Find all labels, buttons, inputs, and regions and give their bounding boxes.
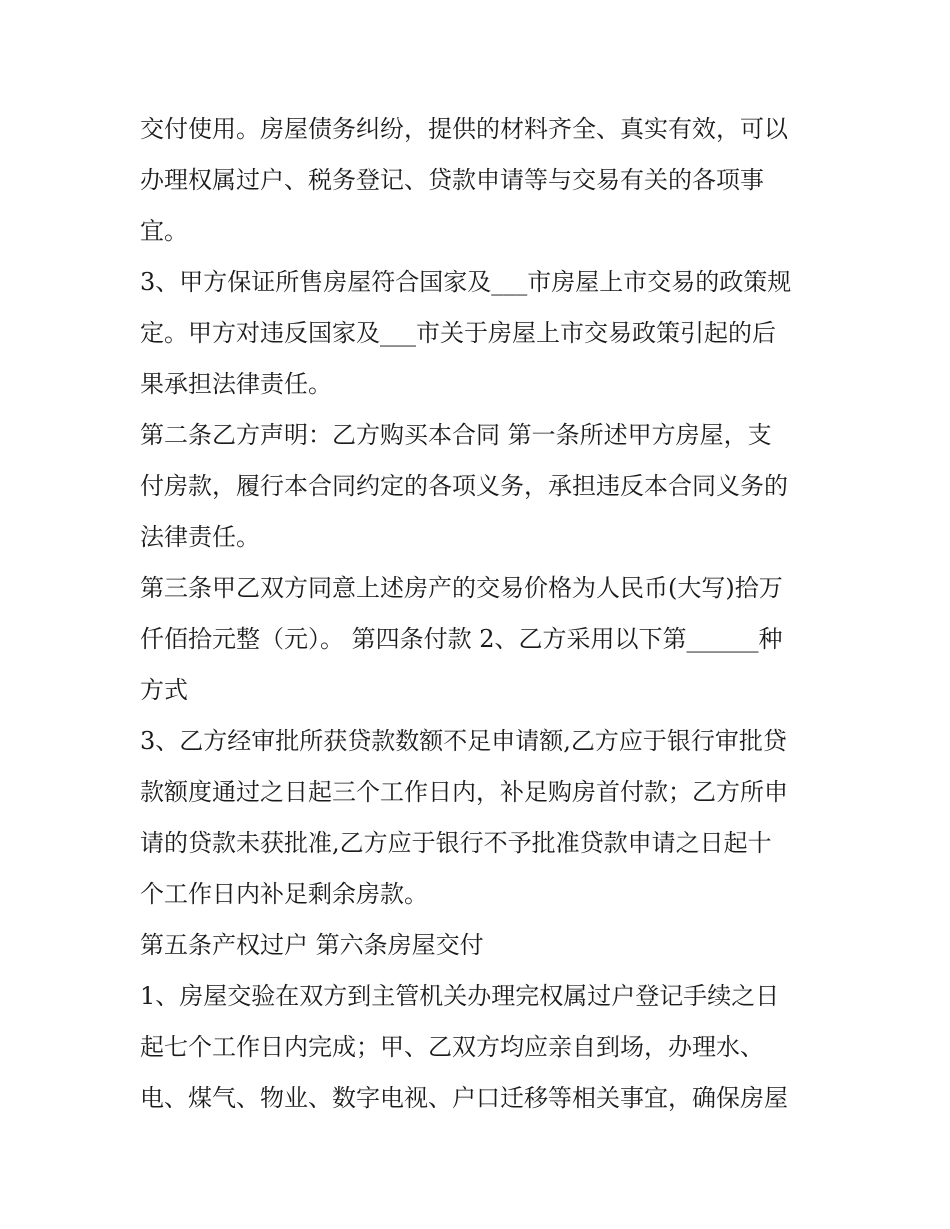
text-line: 起七个工作日内完成；甲、乙双方均应亲自到场，办理水、 — [140, 1033, 764, 1061]
text-line: 果承担法律责任。 — [140, 370, 332, 398]
text-line: 法律责任。 — [140, 523, 260, 551]
text-line: 3、甲方保证所售房屋符合国家及___市房屋上市交易的政策规 — [140, 268, 792, 296]
text-line: 3、乙方经审批所获贷款数额不足申请额,乙方应于银行审批贷 — [140, 727, 787, 755]
text-line: 第二条乙方声明：乙方购买本合同 第一条所述甲方房屋，支 — [140, 421, 772, 449]
text-line: 第五条产权过户 第六条房屋交付 — [140, 931, 484, 959]
text-line: 办理权属过户、税务登记、贷款申请等与交易有关的各项事 — [140, 166, 764, 194]
text-line: 电、煤气、物业、数字电视、户口迁移等相关事宜，确保房屋 — [140, 1084, 788, 1112]
text-line: 付房款，履行本合同约定的各项义务，承担违反本合同义务的 — [140, 472, 788, 500]
text-line: 方式 — [140, 676, 188, 704]
document-body — [140, 104, 820, 1124]
text-line: 仟佰拾元整（元）。 第四条付款 2、乙方采用以下第______种 — [140, 625, 783, 653]
text-line: 第三条甲乙双方同意上述房产的交易价格为人民币(大写)拾万 — [140, 574, 783, 602]
text-line: 个工作日内补足剩余房款。 — [140, 880, 428, 908]
text-line: 定。甲方对违反国家及___市关于房屋上市交易政策引起的后 — [140, 319, 776, 347]
text-line: 宜。 — [140, 217, 188, 245]
text-line: 1、房屋交验在双方到主管机关办理完权属过户登记手续之日 — [140, 982, 780, 1010]
text-line: 请的贷款未获批准,乙方应于银行不予批准贷款申请之日起十 — [140, 829, 772, 857]
text-line: 交付使用。房屋债务纠纷，提供的材料齐全、真实有效，可以 — [140, 115, 788, 143]
text-line: 款额度通过之日起三个工作日内，补足购房首付款；乙方所申 — [140, 778, 788, 806]
